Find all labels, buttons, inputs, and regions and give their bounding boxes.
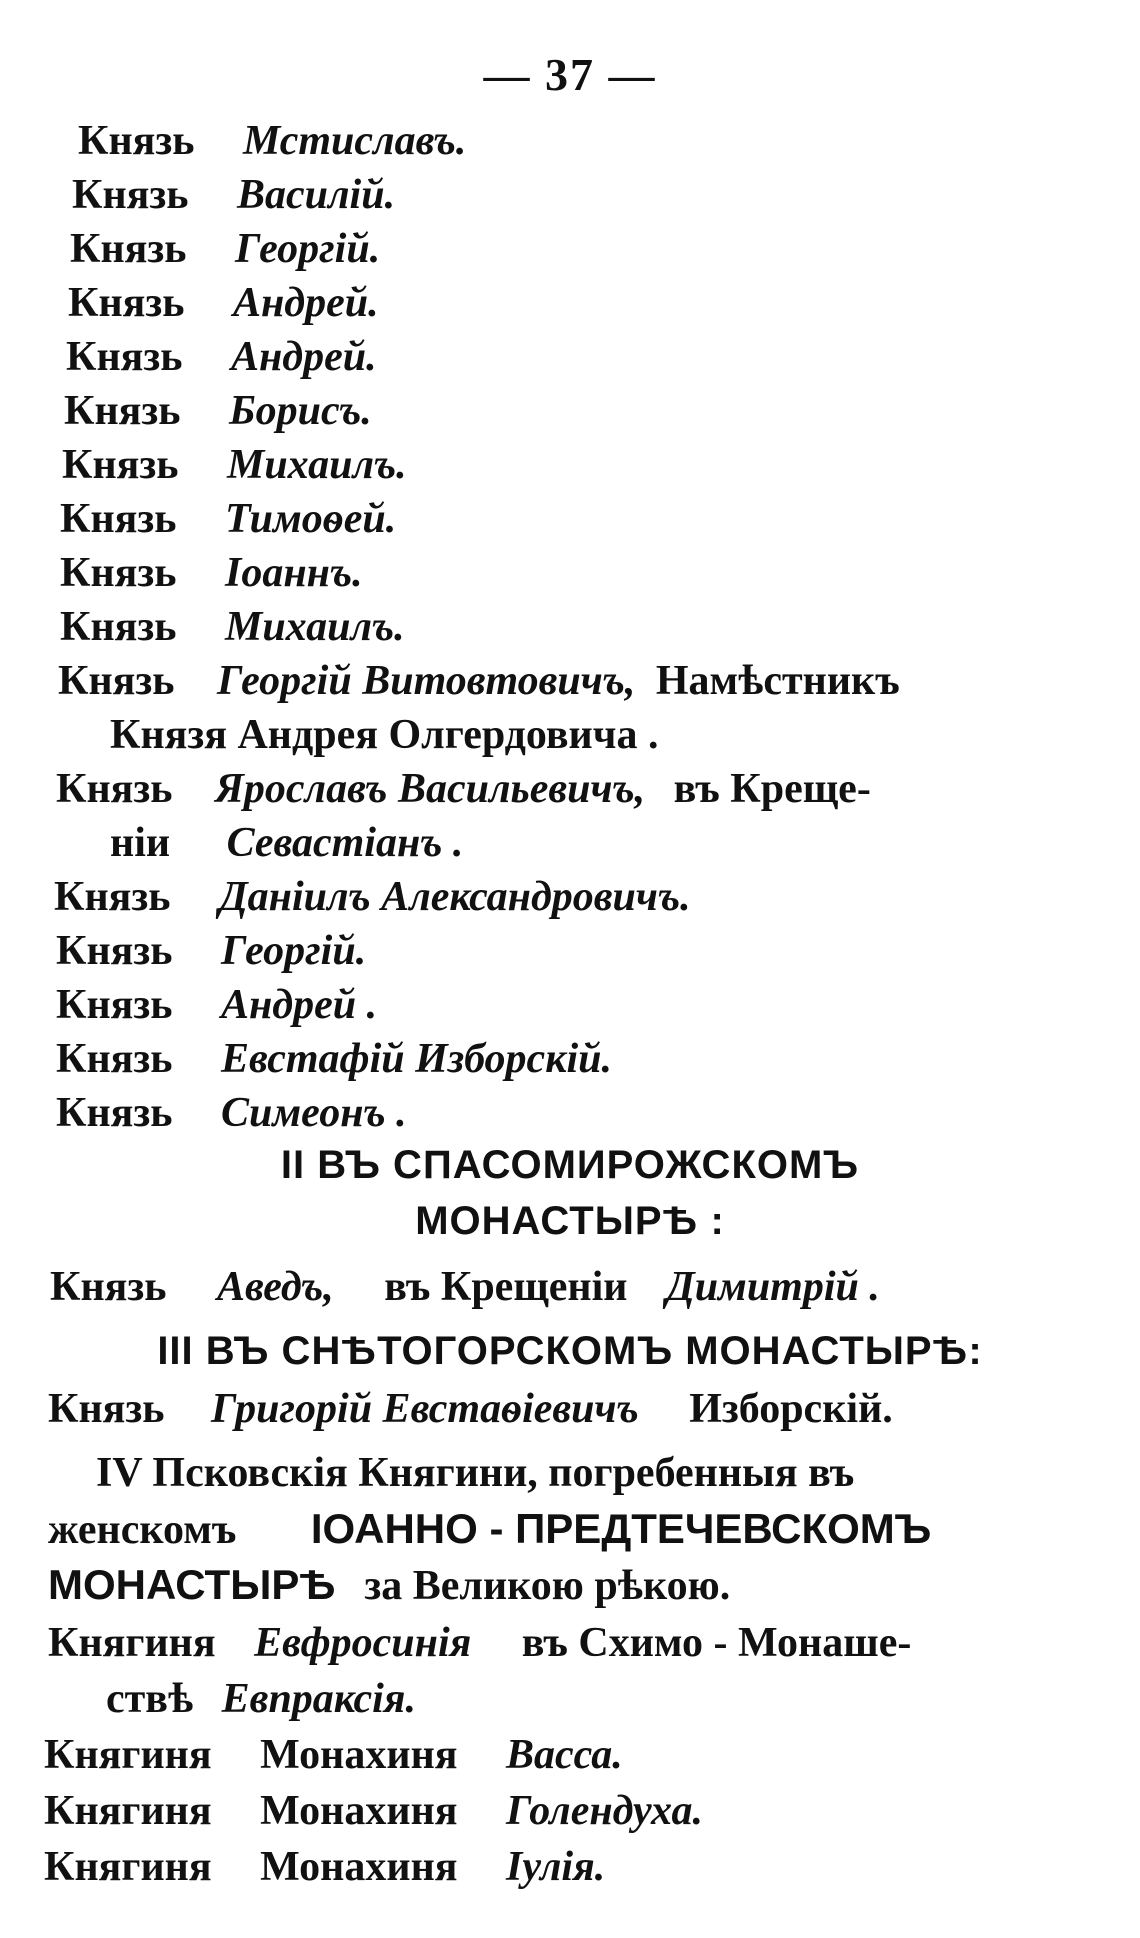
person-name: Андрей . bbox=[220, 982, 378, 1028]
role-label: Монахиня bbox=[260, 1788, 458, 1834]
description: въ Креще- bbox=[673, 766, 871, 812]
list-item bbox=[54, 868, 1140, 926]
list-item bbox=[56, 1030, 1140, 1088]
title-label: Князь bbox=[72, 172, 189, 218]
list-item bbox=[60, 490, 1140, 548]
section-heading-text: за Великою рѣкою. bbox=[364, 1563, 731, 1609]
person-name: Севастіанъ . bbox=[226, 820, 464, 866]
title-label: Князь bbox=[60, 496, 177, 542]
title-label: Князь bbox=[60, 604, 177, 650]
title-label: Князь bbox=[54, 874, 171, 920]
title-label: Княгиня bbox=[48, 1620, 216, 1666]
person-name: Григорій Евстаѳіевичъ bbox=[210, 1386, 639, 1432]
list-item bbox=[44, 1726, 1140, 1784]
section-heading-text: IV Псковскія Княгини, погребенныя въ bbox=[96, 1450, 855, 1496]
person-name: Мстиславъ. bbox=[242, 118, 467, 164]
list-item bbox=[44, 1838, 1140, 1896]
title-label: Князь bbox=[50, 1264, 167, 1310]
person-name: Георгій. bbox=[234, 226, 381, 272]
list-item bbox=[60, 598, 1140, 656]
list-item bbox=[56, 976, 1140, 1034]
person-name: Борисъ. bbox=[228, 388, 372, 434]
role-label: Монахиня bbox=[260, 1732, 458, 1778]
title-label: Князь bbox=[56, 982, 173, 1028]
person-name: Евпраксія. bbox=[221, 1676, 416, 1722]
section-heading-text: МОНАСТЫРѢ bbox=[48, 1561, 336, 1608]
description: ствѣ bbox=[106, 1676, 194, 1722]
title-label: Князь bbox=[62, 442, 179, 488]
section-heading: II ВЪ СПАСОМИРОЖСКОМЪ bbox=[280, 1143, 860, 1187]
person-name: Даніилъ Александровичъ. bbox=[218, 874, 691, 920]
person-name: Георгій Витовтовичъ, bbox=[216, 658, 636, 704]
list-item bbox=[56, 760, 1140, 818]
list-item bbox=[68, 274, 1140, 332]
section-heading: III ВЪ СНѢТОГОРСКОМЪ МОНАСТЫРѢ: bbox=[157, 1329, 983, 1373]
list-item bbox=[78, 112, 1140, 170]
description: Изборскій. bbox=[689, 1386, 893, 1432]
description: въ Схимо - Монаше- bbox=[521, 1620, 912, 1666]
person-name: Васса. bbox=[506, 1732, 623, 1778]
person-name: Голендуха. bbox=[506, 1788, 703, 1834]
section-heading bbox=[48, 1556, 1140, 1614]
description: ніи bbox=[110, 820, 171, 866]
list-item bbox=[58, 652, 1140, 710]
section-heading-text: ІОАННО - ПРЕДТЕЧЕВСКОМЪ bbox=[310, 1505, 932, 1552]
person-name: Михаилъ. bbox=[226, 442, 407, 488]
section-heading bbox=[96, 1444, 1140, 1502]
title-label: Князь bbox=[56, 1090, 173, 1136]
person-name: Тимоѳей. bbox=[224, 496, 397, 542]
person-name: Димитрій . bbox=[666, 1264, 880, 1310]
title-label: Князь bbox=[64, 388, 181, 434]
list-item bbox=[50, 1258, 1140, 1316]
title-label: Князь bbox=[58, 658, 175, 704]
section-heading bbox=[48, 1500, 1140, 1558]
list-item bbox=[56, 1084, 1140, 1142]
title-label: Княгиня bbox=[44, 1844, 212, 1890]
list-item-continuation bbox=[106, 1670, 1140, 1728]
list-item bbox=[64, 382, 1140, 440]
list-item bbox=[72, 166, 1140, 224]
list-item bbox=[48, 1380, 1140, 1438]
title-label: Князь bbox=[70, 226, 187, 272]
list-item-continuation bbox=[110, 706, 1140, 764]
role-label: Монахиня bbox=[260, 1844, 458, 1890]
list-item bbox=[56, 922, 1140, 980]
title-label: Князь bbox=[56, 1036, 173, 1082]
person-name: Евфросинія bbox=[254, 1620, 472, 1666]
person-name: Симеонъ . bbox=[220, 1090, 407, 1136]
list-item bbox=[66, 328, 1140, 386]
person-name: Іоаннъ. bbox=[224, 550, 363, 596]
section-heading: МОНАСТЫРѢ : bbox=[415, 1199, 725, 1243]
person-name: Андрей. bbox=[230, 334, 377, 380]
title-label: Княгиня bbox=[44, 1788, 212, 1834]
title-label: Князь bbox=[68, 280, 185, 326]
person-name: Евстафій Изборскій. bbox=[220, 1036, 613, 1082]
page-number: — 37 — bbox=[483, 49, 657, 100]
person-name: Аведъ, bbox=[216, 1264, 334, 1310]
person-name: Михаилъ. bbox=[224, 604, 405, 650]
description: Князя Андрея Олгердовича . bbox=[110, 712, 659, 758]
description: Намѣстникъ bbox=[655, 658, 900, 704]
title-label: Князь bbox=[56, 928, 173, 974]
title-label: Князь bbox=[60, 550, 177, 596]
list-item bbox=[48, 1614, 1140, 1672]
list-item bbox=[44, 1782, 1140, 1840]
person-name: Георгій. bbox=[220, 928, 367, 974]
person-name: Ярославъ Васильевичъ, bbox=[214, 766, 646, 812]
title-label: Князь bbox=[66, 334, 183, 380]
description: въ Крещеніи bbox=[384, 1264, 628, 1310]
list-item bbox=[62, 436, 1140, 494]
person-name: Андрей. bbox=[232, 280, 379, 326]
person-name: Іулія. bbox=[506, 1844, 606, 1890]
list-item bbox=[60, 544, 1140, 602]
section-heading-text: женскомъ bbox=[48, 1507, 237, 1553]
title-label: Княгиня bbox=[44, 1732, 212, 1778]
title-label: Князь bbox=[78, 118, 195, 164]
list-item-continuation bbox=[110, 814, 1140, 872]
title-label: Князь bbox=[48, 1386, 165, 1432]
title-label: Князь bbox=[56, 766, 173, 812]
person-name: Василій. bbox=[236, 172, 396, 218]
list-item bbox=[70, 220, 1140, 278]
